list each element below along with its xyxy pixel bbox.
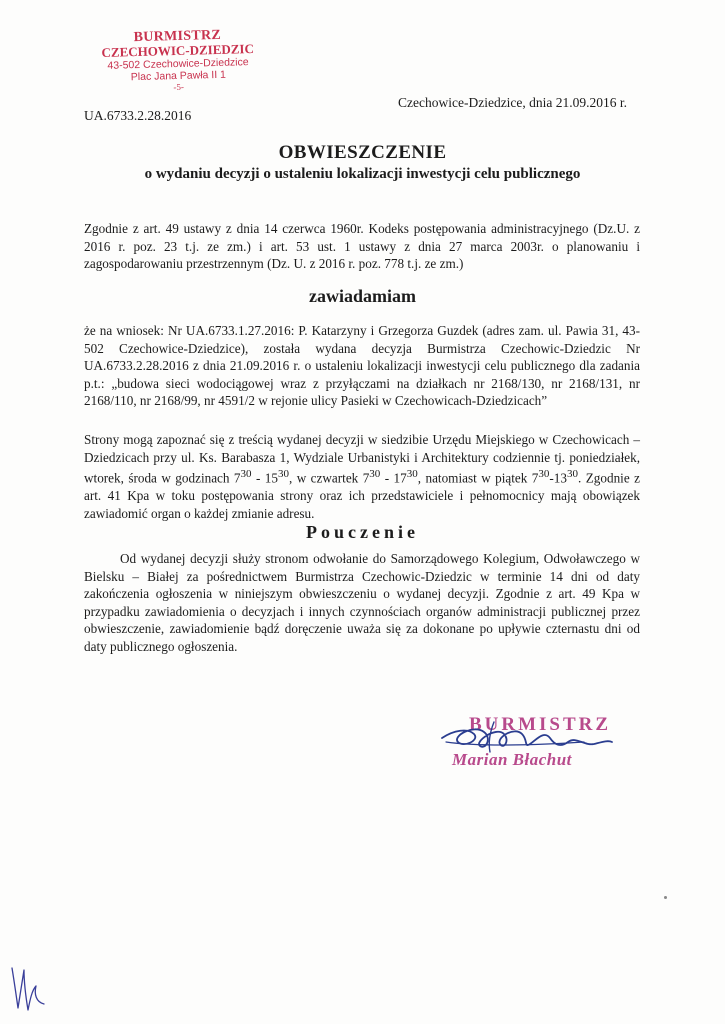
- time-superscript: 30: [406, 468, 418, 481]
- stamp-line-number: -5-: [173, 81, 185, 93]
- document-title: OBWIESZCZENIE: [278, 142, 447, 163]
- access-text-a: Strony mogą zapoznać się z treścią wydanej decyzji w siedzibie Urzędu Miejskiego w Czechowicach – Dziedzicach przy ul. Ks. Barabasza 1, Wydziale Urbanistyki i Architektury codziennie tj. poniedziałek, wtorek, środa w godzinach 7: [84, 432, 640, 486]
- time-superscript: 30: [538, 468, 550, 481]
- handwritten-initials: [6, 960, 50, 1016]
- access-text-c: , w czwartek 7: [288, 470, 370, 486]
- access-text-e: , natomiast w piątek 7: [417, 470, 539, 486]
- reference-number: UA.6733.2.28.2016: [84, 108, 192, 123]
- access-text-b: - 15: [251, 470, 278, 486]
- signature-stamp-title: BURMISTRZ: [468, 714, 612, 735]
- stamp-line-street: Plac Jana Pawła II 1: [130, 68, 227, 84]
- document-subtitle: o wydaniu decyzji o ustaleniu lokalizacji inwestycji celu publicznego: [144, 166, 581, 182]
- instruction-heading: Pouczenie: [306, 522, 419, 542]
- place-and-date: Czechowice-Dziedzice, dnia 21.09.2016 r.: [398, 95, 628, 110]
- access-text-f: -13: [549, 470, 567, 486]
- legal-basis-paragraph: Zgodnie z art. 49 ustawy z dnia 14 czerwca 1960r. Kodeks postępowania administracyjnego (Dz.U. z 2016 r. poz. 23 t.j. ze zm.) i art. 53 ust. 1 ustawy z dnia 27 marca 2003r. o planowaniu i zagospodarowaniu przestrzennym (Dz. U. z 2016 r. poz. 778 t.j. ze zm.): [84, 221, 640, 272]
- access-text-d: - 17: [380, 470, 407, 486]
- stamp-line-title: BURMISTRZ: [133, 27, 222, 46]
- access-text-g: . Zgodnie z art. 41 Kpa w toku postępowania strony oraz ich przedstawiciele i pełnomocnicy mają obowiązek zawiadomić organ o każdej zmianie adresu.: [84, 470, 640, 521]
- signature-stamp-name: Marian Błachut: [452, 750, 572, 769]
- stamp-line-town: CZECHOWIC-DZIEDZIC: [101, 41, 255, 60]
- notify-heading: zawiadamiam: [309, 286, 416, 306]
- handwritten-signature: [434, 712, 624, 762]
- time-superscript: 30: [369, 468, 381, 481]
- stamp-line-postal: 43-502 Czechowice-Dziedzice: [107, 56, 249, 72]
- office-stamp: [77, 27, 279, 95]
- instruction-paragraph: Od wydanej decyzji służy stronom odwołanie do Samorządowego Kolegium, Odwoławczego w Bielsku – Białej za pośrednictwem Burmistrza Czechowic-Dziedzic w terminie 14 dni od daty zakończenia ogłoszenia w niniejszym obwieszczeniu o wydanej decyzji. Zgodnie z art. 49 Kpa w przypadku zawiadomienia o decyzjach i innych czynnościach organów administracji publicznej przez obwieszczenie, zawiadomienie bądź doręczenie uważa się za dokonane po upływie czternastu dni od daty publicznego ogłoszenia.: [84, 551, 640, 654]
- time-superscript: 30: [567, 468, 578, 481]
- time-superscript: 30: [240, 468, 252, 481]
- time-superscript: 30: [277, 468, 289, 481]
- decision-paragraph: że na wniosek: Nr UA.6733.1.27.2016: P. Katarzyny i Grzegorza Guzdek (adres zam. ul. Pawia 31, 43-502 Czechowice-Dziedzice), została wydana decyzja Burmistrza Czechowic-Dziedzic Nr UA.6733.2.28.2016 z dnia 21.09.2016 r. o ustaleniu lokalizacji inwestycji celu publicznego dla zadania p.t.: „budowa sieci wodociągowej wraz z przyłączami na działkach nr 2168/130, nr 2168/131, nr 2168/110, nr 2168/99, nr 4591/2 w rejonie ulicy Pasieki w Czechowicach-Dziedzicach”: [84, 323, 640, 409]
- access-paragraph: [84, 431, 640, 522]
- speck: [664, 896, 667, 899]
